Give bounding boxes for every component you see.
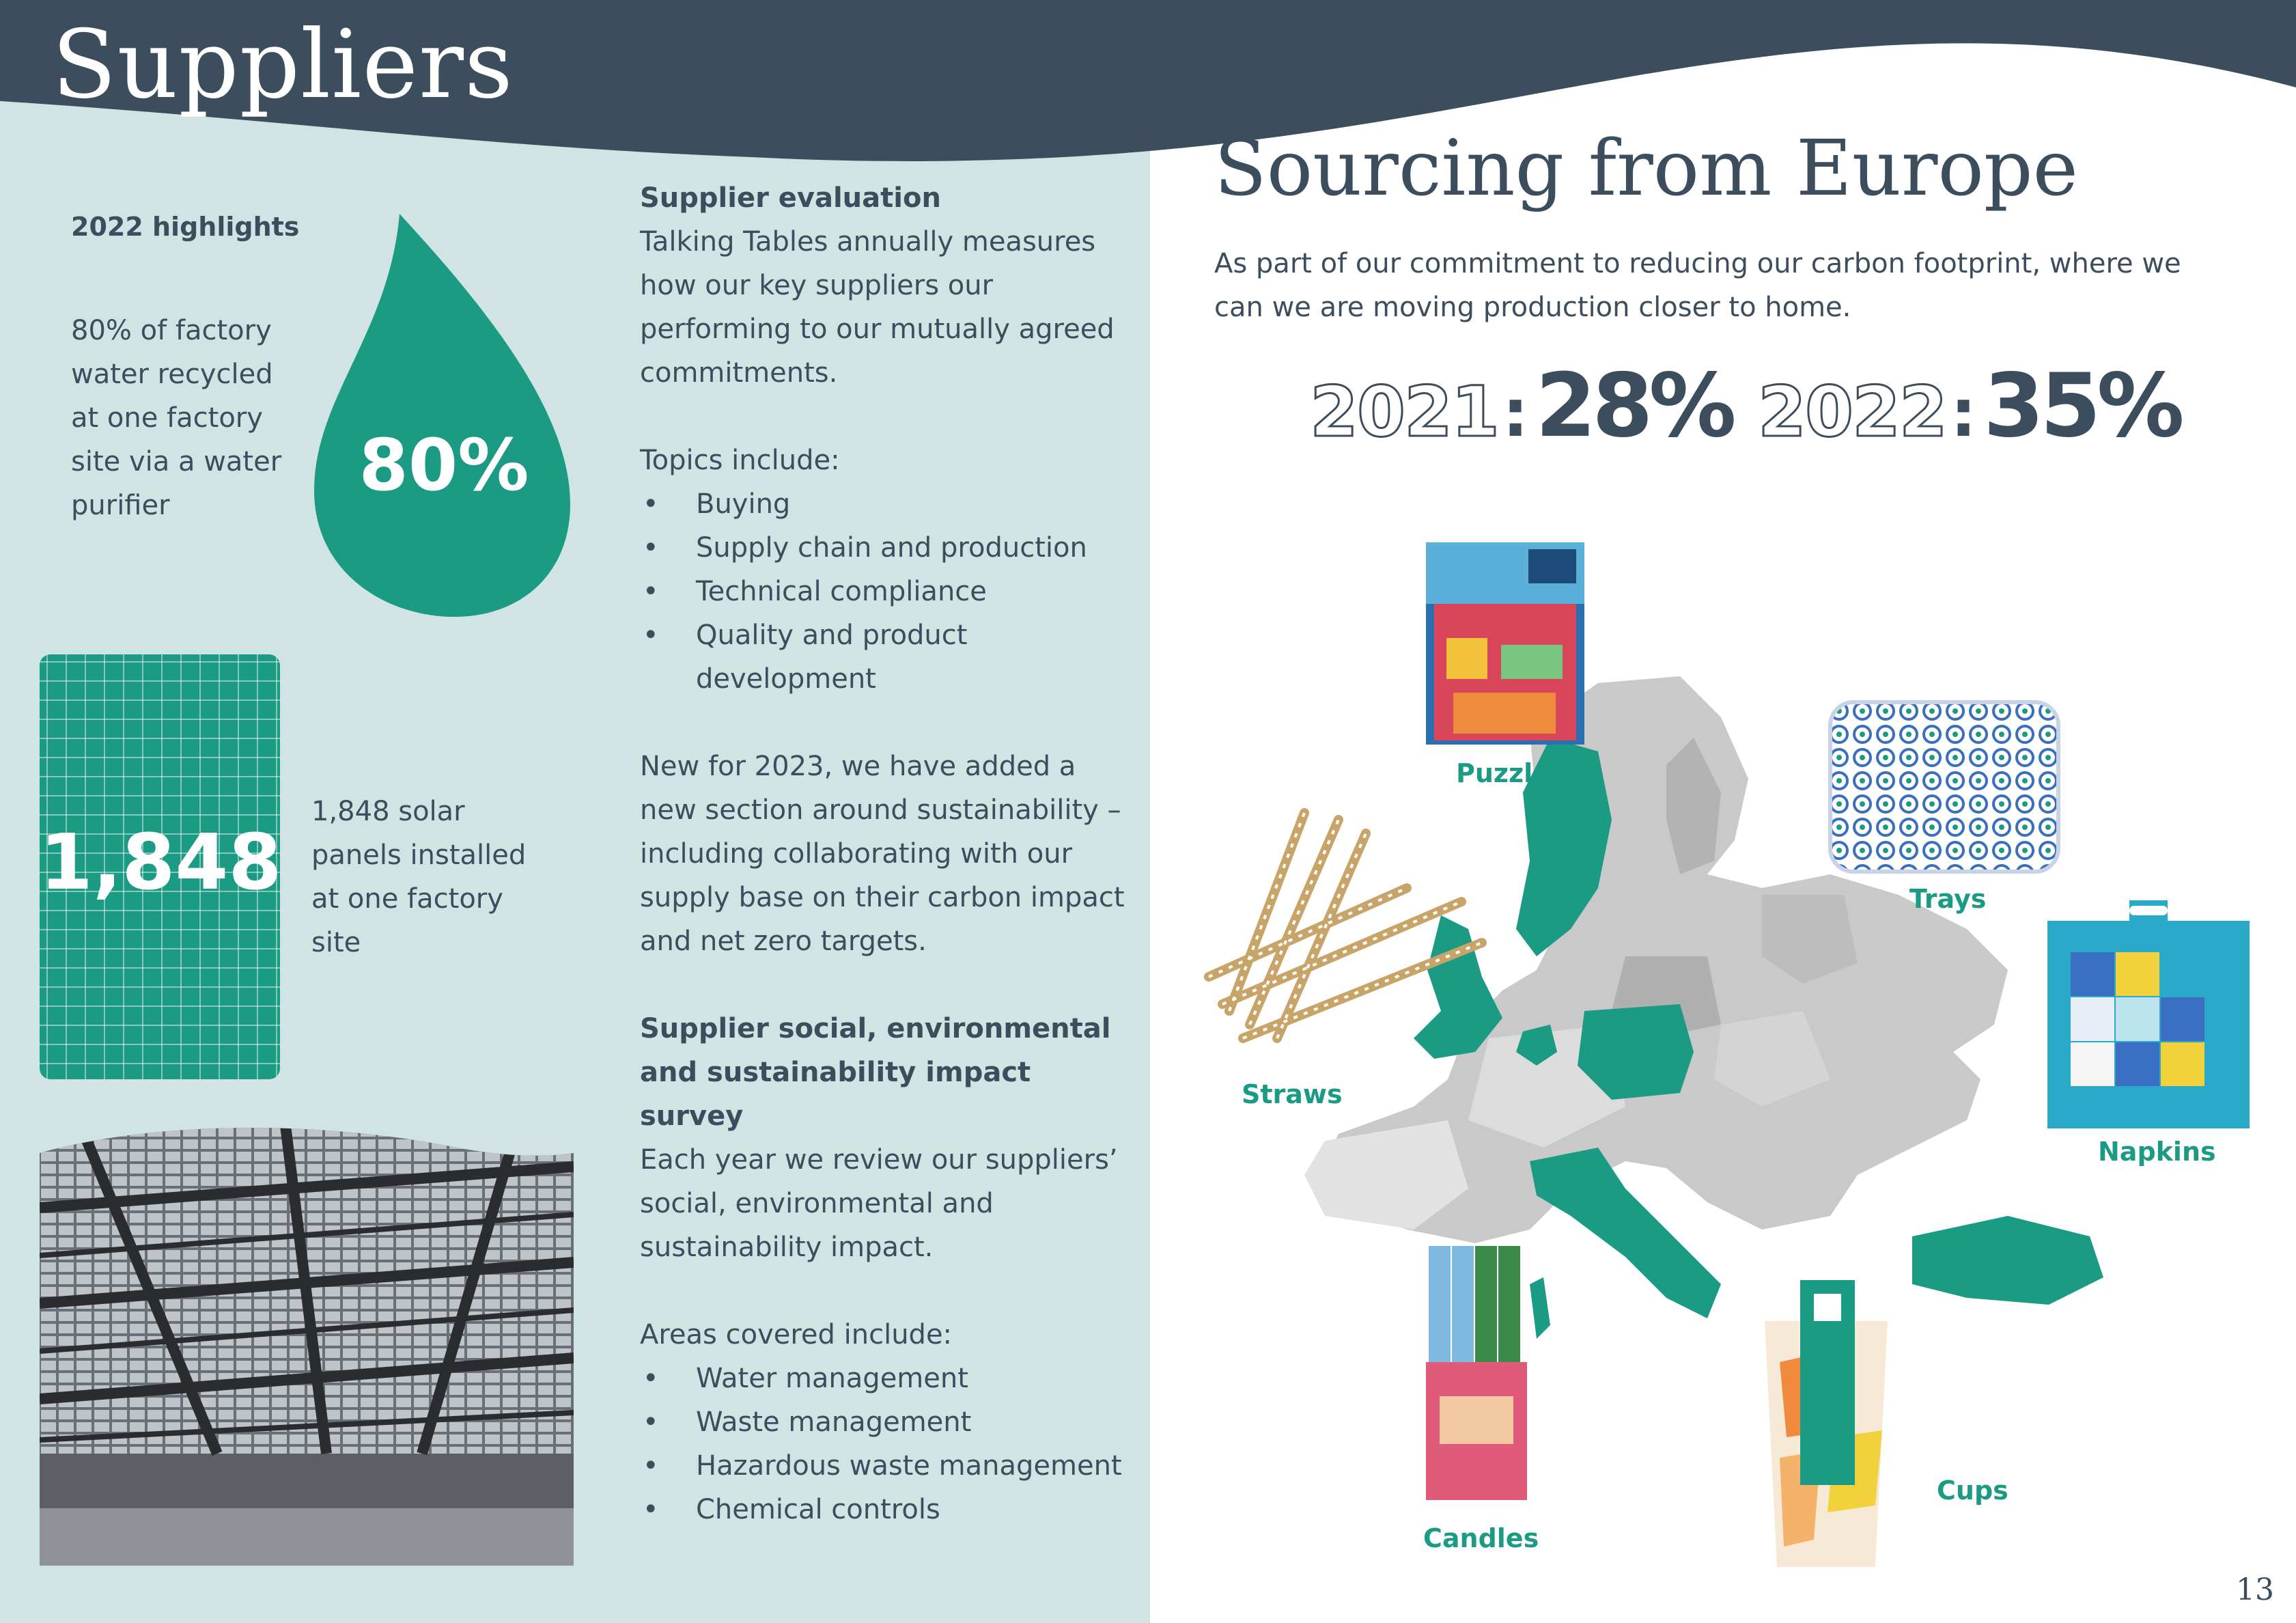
tray-product (1828, 699, 2061, 874)
stat-value: 28% (1535, 355, 1733, 457)
stat-year: 2021 (1310, 372, 1498, 453)
solar-roof-photo (40, 1126, 574, 1566)
page-title: Suppliers (52, 10, 514, 120)
product-label-candles: Candles (1423, 1523, 1539, 1553)
stat-value: 35% (1983, 355, 2181, 457)
page-number: 13 (2236, 1572, 2274, 1607)
supplier-evaluation-section (640, 176, 1138, 1531)
turkey-highlight (1912, 1216, 2103, 1305)
highlights-heading: 2022 highlights (71, 212, 300, 242)
cups-product (1759, 1280, 1893, 1567)
stat-2021: 2021 : 28% (1310, 355, 1733, 457)
product-label-trays: Trays (1909, 884, 1987, 914)
topics-list (640, 482, 1138, 701)
list-item: • Water management (640, 1357, 1138, 1400)
list-item: • Chemical controls (640, 1488, 1138, 1531)
impact-survey-heading: Supplier social, environmental and sustainability impact survey (640, 1013, 1111, 1132)
list-item: • Quality and product development (640, 613, 1138, 701)
list-item: • Supply chain and production (640, 526, 1138, 570)
straws-product (1202, 806, 1489, 1052)
sourcing-title: Sourcing from Europe (1214, 124, 2078, 213)
candles-product (1426, 1246, 1527, 1500)
supplier-evaluation-text: Talking Tables annually measures how our key suppliers our performing to our mutually agreed commitments. (640, 226, 1115, 389)
sourcing-intro: As part of our commitment to reducing our carbon footprint, where we can we are moving production closer to home. (1214, 248, 2181, 323)
stat-year: 2022 (1758, 372, 1946, 453)
areas-intro: Areas covered include: (640, 1319, 953, 1350)
puzzle-product (1426, 542, 1584, 745)
solar-panels-value: 1,848 (40, 818, 282, 907)
water-recycled-value: 80% (359, 424, 529, 507)
supplier-evaluation-heading: Supplier evaluation (640, 182, 941, 214)
product-label-straws: Straws (1242, 1079, 1343, 1109)
list-item: • Technical compliance (640, 570, 1138, 613)
new-for-2023-text: New for 2023, we have added a new section around sustainability – including collaborating with our supply base on their carbon impact and net zero targets. (640, 751, 1125, 957)
topics-intro: Topics include: (640, 445, 840, 476)
water-drop-icon (307, 210, 594, 620)
product-label-puzzles: Puzzles (1456, 758, 1566, 788)
water-recycled-text: 80% of factory water recycled at one factory site via a water purifier (71, 315, 282, 521)
solar-panels-text: 1,848 solar panels installed at one factory site (311, 796, 527, 958)
product-label-napkins: Napkins (2098, 1137, 2216, 1167)
list-item: • Buying (640, 482, 1138, 526)
list-item: • Waste management (640, 1400, 1138, 1444)
napkins-product (2047, 900, 2250, 1128)
areas-list (640, 1357, 1138, 1531)
impact-survey-text: Each year we review our suppliers’ social, environmental and sustainability impact. (640, 1144, 1118, 1263)
list-item: • Hazardous waste management (640, 1444, 1138, 1488)
stat-2022: 2022 : 35% (1758, 355, 2181, 457)
product-label-cups: Cups (1937, 1475, 2008, 1506)
